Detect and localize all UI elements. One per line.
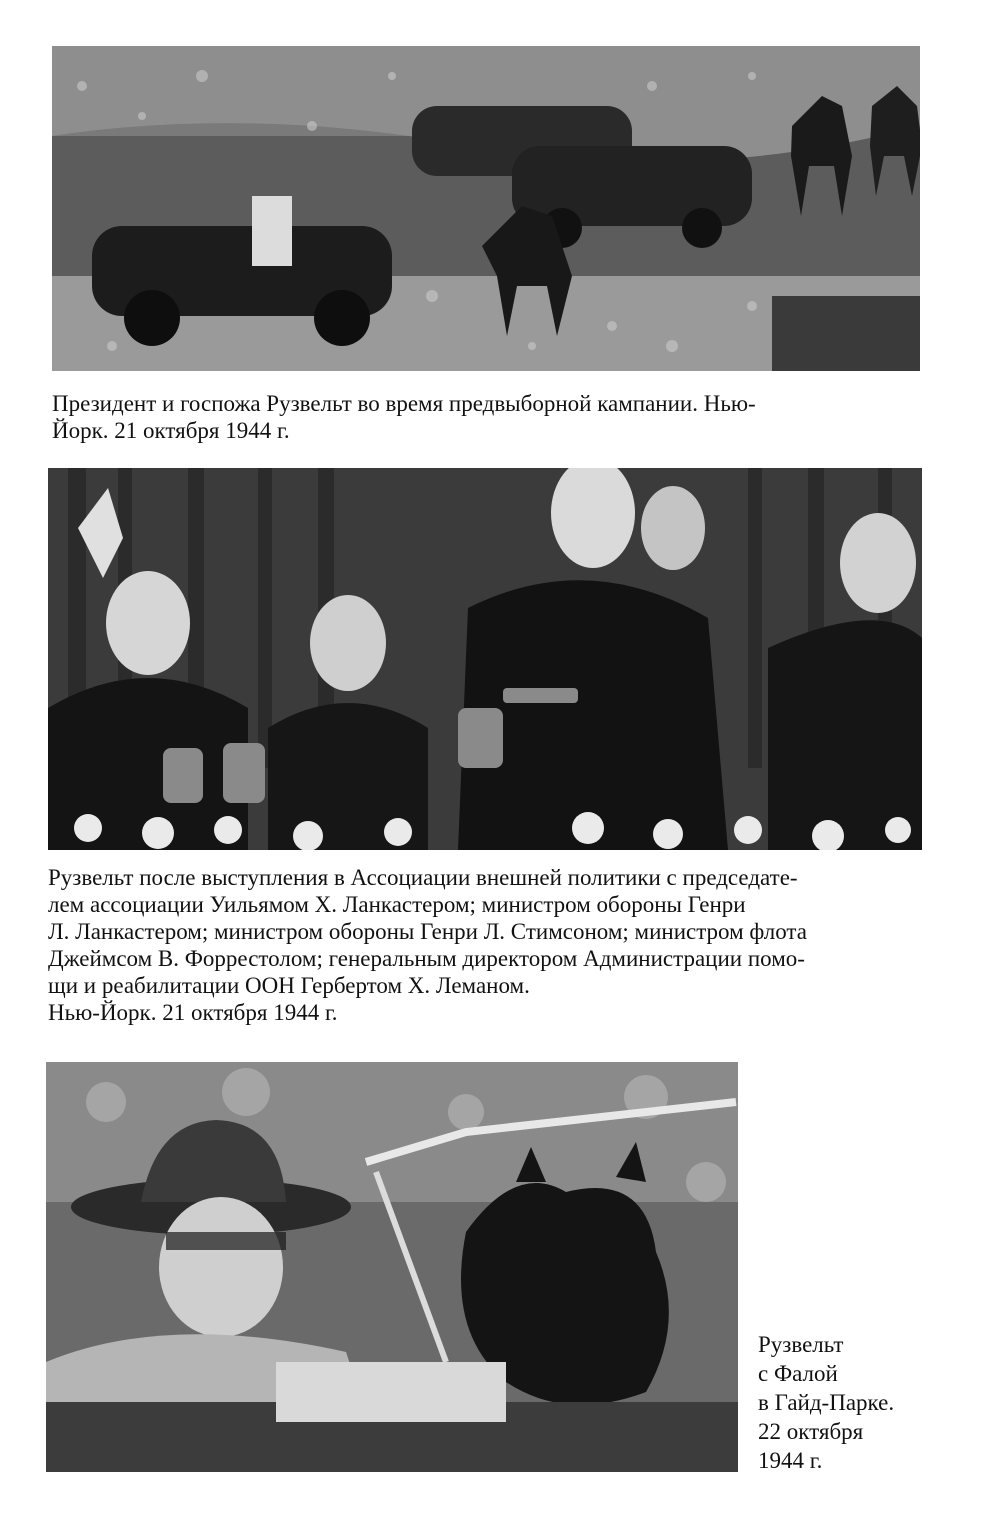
- caption-line: Президент и госпожа Рузвельт во время предвыборной кампании. Нью-: [52, 391, 756, 416]
- caption-line: 22 октября: [758, 1419, 864, 1444]
- caption-line: Йорк. 21 октября 1944 г.: [52, 418, 290, 443]
- caption-line: Л. Ланкастером; министром обороны Генри Л. Стимсоном; министром флота: [48, 919, 807, 944]
- caption-line: Джеймсом В. Форрестолом; генеральным директором Администрации помо-: [48, 946, 805, 971]
- caption-foreign-policy-association: [48, 864, 922, 1026]
- caption-line: в Гайд-Парке.: [758, 1390, 895, 1415]
- caption-line: Рузвельт после выступления в Ассоциации внешней политики с председате-: [48, 865, 798, 890]
- caption-line: 1944 г.: [758, 1448, 823, 1473]
- caption-line: щи и реабилитации ООН Гербертом Х. Леманом.: [48, 973, 530, 998]
- fala-photo-image: [46, 1062, 738, 1472]
- photo-roosevelt-with-fala: [46, 1062, 738, 1472]
- caption-line: с Фалой: [758, 1361, 838, 1386]
- photo-motorcade: [52, 46, 920, 371]
- caption-roosevelt-with-fala: [758, 1330, 988, 1475]
- photo-foreign-policy-association: [48, 468, 922, 850]
- caption-line: Нью-Йорк. 21 октября 1944 г.: [48, 1000, 338, 1025]
- caption-line: лем ассоциации Уильямом Х. Ланкастером; министром обороны Генри: [48, 892, 746, 917]
- association-photo-image: [48, 468, 922, 850]
- caption-line: Рузвельт: [758, 1332, 844, 1357]
- caption-motorcade: [52, 390, 920, 444]
- motorcade-photo-image: [52, 46, 920, 371]
